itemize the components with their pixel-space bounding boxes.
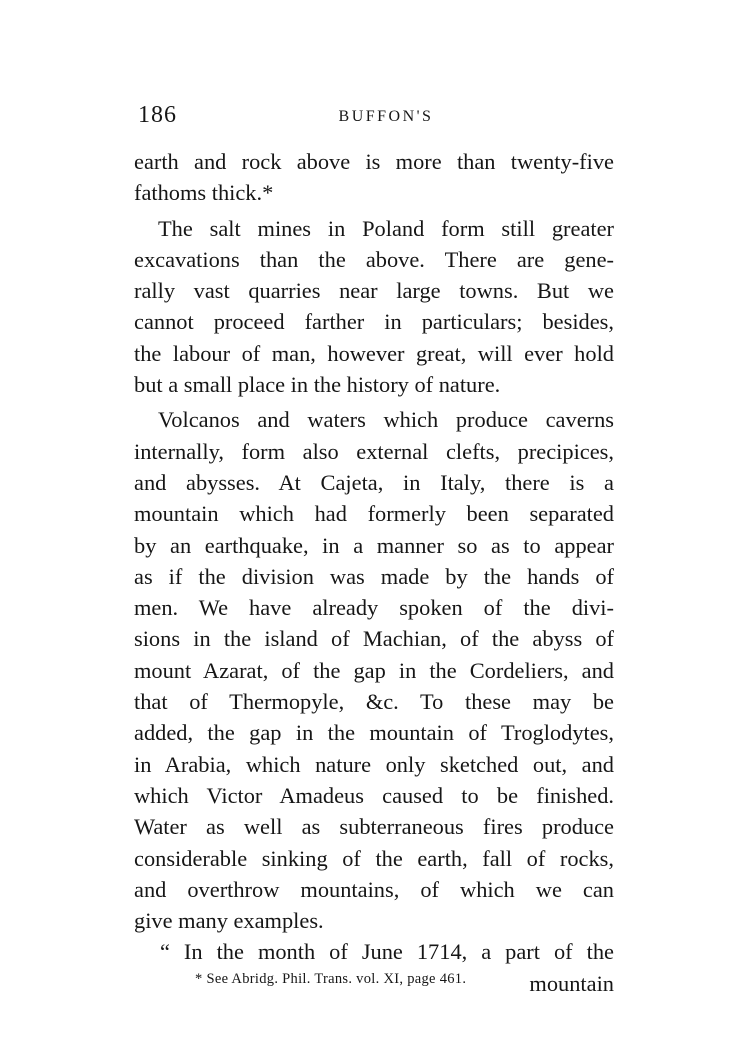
- text-line: but a small place in the history of nature.: [134, 372, 501, 398]
- text-line: excavations than the above. There are gene-: [134, 246, 614, 272]
- text-line: men. We have already spoken of the divi-: [134, 595, 614, 621]
- text-line: sions in the island of Machian, of the abyss of: [134, 626, 614, 652]
- text-line: earth and rock above is more than twenty-five: [134, 149, 614, 174]
- text-line: as if the division was made by the hands of: [134, 563, 614, 589]
- text-line: rally vast quarries near large towns. But we: [134, 278, 614, 304]
- text-line: The salt mines in Poland form still greater: [158, 215, 614, 241]
- catchword: mountain: [529, 970, 614, 996]
- paragraph: [134, 404, 614, 936]
- paragraph: [134, 213, 614, 401]
- text-line: that of Thermopyle, &c. To these may be: [134, 689, 614, 715]
- text-line: and overthrow mountains, of which we can: [134, 876, 614, 902]
- text-line: in Arabia, which nature only sketched out, and: [134, 751, 614, 777]
- text-line: fathoms thick.*: [134, 180, 274, 206]
- text-line: added, the gap in the mountain of Troglodytes,: [134, 720, 614, 746]
- page-header: [138, 100, 614, 140]
- text-line: Volcanos and waters which produce caverns: [158, 407, 614, 433]
- text-line: Water as well as subterraneous fires produce: [134, 814, 614, 840]
- text-line: cannot proceed farther in particulars; besides,: [134, 309, 614, 335]
- text-line: internally, form also external clefts, precipices,: [134, 438, 614, 464]
- text-line: “ In the month of June 1714, a part of the: [160, 939, 614, 965]
- text-line: the labour of man, however great, will ever hold: [134, 340, 614, 366]
- text-line: which Victor Amadeus caused to be finished.: [134, 782, 614, 808]
- page-number: 186: [138, 102, 177, 128]
- paragraph: [134, 146, 614, 209]
- text-line: mountain which had formerly been separated: [134, 501, 614, 527]
- body-text: [134, 146, 614, 999]
- footnote: * See Abridg. Phil. Trans. vol. XI, page 461.: [195, 971, 467, 987]
- text-line: considerable sinking of the earth, fall of rocks,: [134, 845, 614, 871]
- text-line: and abysses. At Cajeta, in Italy, there is a: [134, 469, 614, 495]
- text-line: give many examples.: [134, 908, 324, 934]
- paragraph: [134, 936, 614, 999]
- text-line: by an earthquake, in a manner so as to appear: [134, 532, 614, 558]
- running-title: BUFFON'S: [338, 108, 434, 125]
- text-line: mount Azarat, of the gap in the Cordeliers, and: [134, 657, 614, 683]
